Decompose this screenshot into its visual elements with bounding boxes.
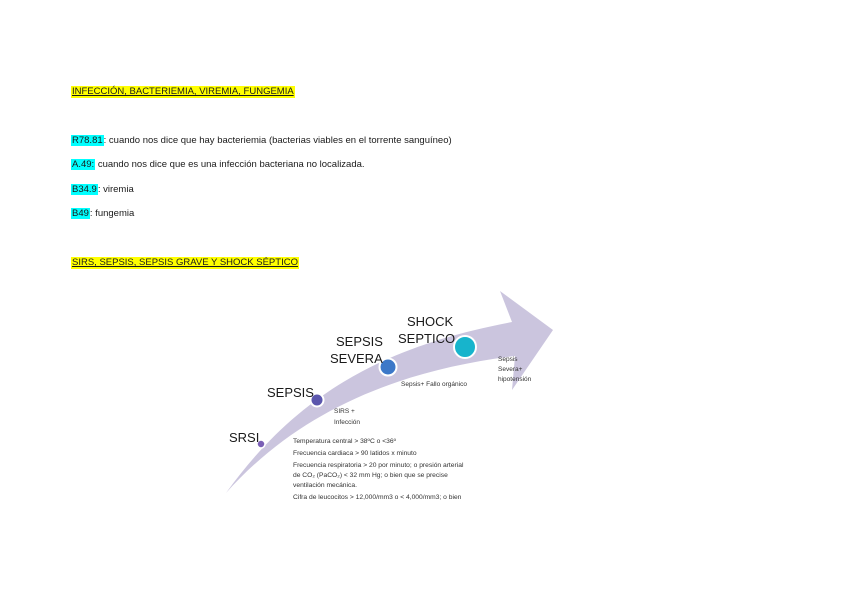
code-a49: A.49:	[72, 159, 95, 170]
note-sirs-infeccion-line2: Infección	[334, 419, 361, 426]
criteria-line: Frecuencia respiratoria > 20 por minuto; o presión arterial	[293, 462, 464, 469]
code-r7881-desc: : cuando nos dice que hay bacteriemia (bacterias viables en el torrente sanguíneo)	[103, 135, 452, 146]
heading-infeccion: INFECCIÓN, BACTERIEMIA, VIREMIA, FUNGEMIA	[72, 86, 294, 97]
stage-shock-line2: SEPTICO	[398, 331, 456, 346]
stage-srsi: SRSI	[229, 430, 260, 445]
criteria-line: Cifra de leucocitos > 12,000/mm3 o < 4,000/mm3; o bien	[293, 494, 462, 501]
code-b49: B49	[72, 208, 89, 219]
note-hipotension-line3: hipotensión	[498, 376, 532, 383]
stage-sepsis-severa-line2: SEVERA	[330, 351, 383, 366]
heading-sirs: SIRS, SEPSIS, SEPSIS GRAVE Y SHOCK SÉPTICO	[72, 257, 298, 268]
code-b349-desc: : viremia	[97, 184, 134, 195]
code-b349: B34.9	[72, 184, 97, 195]
criteria-line: de CO₂ (PaCO₂) < 32 mm Hg; o bien que se precise	[293, 472, 448, 479]
note-sirs-infeccion-line1: SIRS +	[334, 408, 355, 415]
stage-sepsis: SEPSIS	[267, 385, 314, 400]
criteria-line: ventilación mecánica.	[293, 482, 357, 489]
code-b49-desc: : fungemia	[89, 208, 135, 219]
stage-shock-line1: SHOCK	[407, 314, 454, 329]
stage-sepsis-severa-line1: SEPSIS	[336, 334, 383, 349]
note-hipotension-line1: Sepsis	[498, 356, 518, 363]
code-r7881: R78.81	[72, 135, 103, 146]
note-hipotension-line2: Severa+	[498, 366, 523, 373]
dot-shock-septico	[454, 336, 476, 358]
code-a49-desc: cuando nos dice que es una infección bacteriana no localizada.	[95, 159, 365, 170]
note-fallo-organico: Sepsis+ Fallo orgánico	[401, 381, 467, 388]
criteria-line: Frecuencia cardiaca > 90 latidos x minuto	[293, 450, 417, 457]
criteria-line: Temperatura central > 38ºC o <36º	[293, 438, 397, 445]
